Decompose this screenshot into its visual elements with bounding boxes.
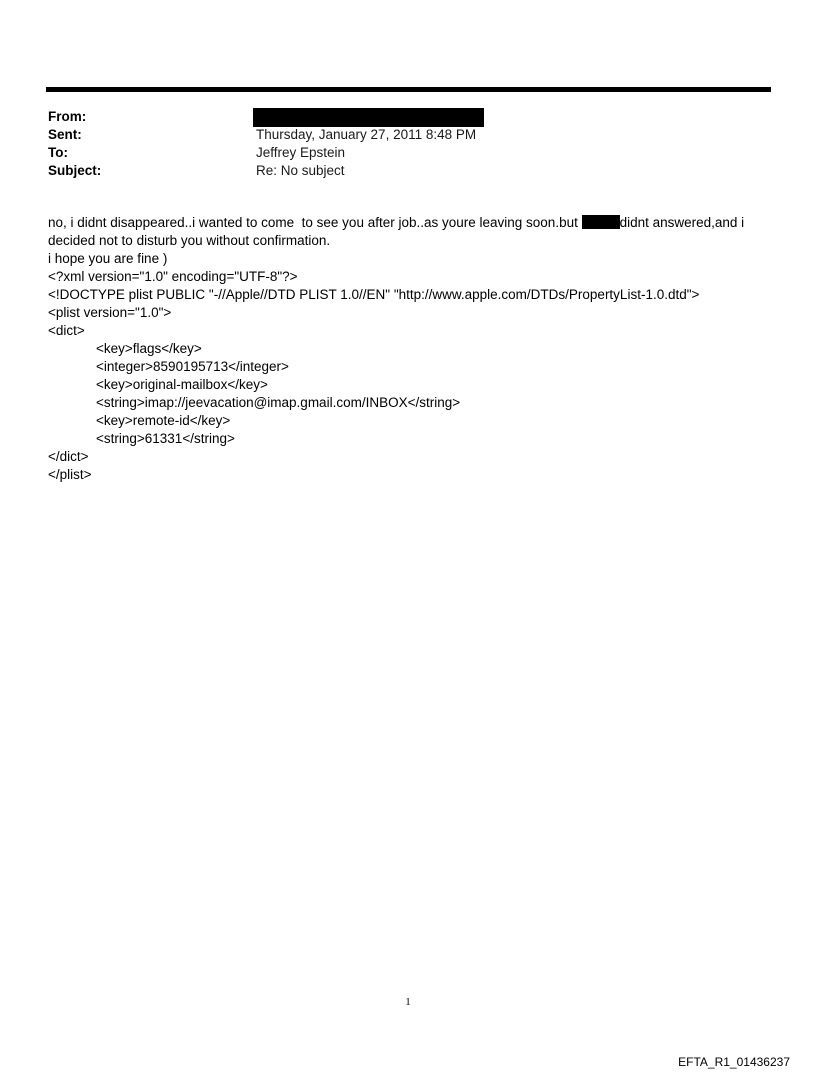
bates-number: EFTA_R1_01436237	[678, 1055, 790, 1069]
body-line: i hope you are fine )	[48, 251, 168, 266]
header-rule	[46, 87, 771, 92]
sent-value: Thursday, January 27, 2011 8:48 PM	[256, 127, 477, 142]
body-line: <?xml version="1.0" encoding="UTF-8"?>	[48, 269, 298, 284]
to-value: Jeffrey Epstein	[256, 145, 346, 160]
body-line: <key>flags</key>	[96, 341, 202, 356]
body-line: <dict>	[48, 323, 85, 338]
email-body	[48, 214, 768, 484]
sent-label: Sent:	[48, 127, 82, 142]
body-line: <key>remote-id</key>	[96, 413, 231, 428]
body-line: decided not to disturb you without confirmation.	[48, 233, 331, 248]
subject-value: Re: No subject	[256, 163, 345, 178]
body-line: </plist>	[48, 467, 92, 482]
subject-label: Subject:	[48, 163, 102, 178]
body-line: <plist version="1.0">	[48, 305, 172, 320]
body-text-segment: no, i didnt disappeared..i wanted to come to see you after job..as youre leaving soon.but	[48, 215, 582, 230]
body-line: <integer>8590195713</integer>	[96, 359, 289, 374]
name-redaction	[582, 215, 620, 229]
body-line: <key>original-mailbox</key>	[96, 377, 268, 392]
body-line: <!DOCTYPE plist PUBLIC "-//Apple//DTD PLIST 1.0//EN" "http://www.apple.com/DTDs/PropertyList-1.0.dtd">	[48, 287, 700, 302]
from-redaction	[253, 108, 484, 127]
from-label: From:	[48, 109, 87, 124]
body-line	[48, 214, 768, 232]
body-line: <string>imap://jeevacation@imap.gmail.com/INBOX</string>	[96, 395, 461, 410]
to-label: To:	[48, 145, 68, 160]
body-text-segment: didnt answered,and i	[619, 215, 745, 230]
body-line: </dict>	[48, 449, 89, 464]
body-line: <string>61331</string>	[96, 431, 235, 446]
page-number: 1	[405, 996, 411, 1008]
